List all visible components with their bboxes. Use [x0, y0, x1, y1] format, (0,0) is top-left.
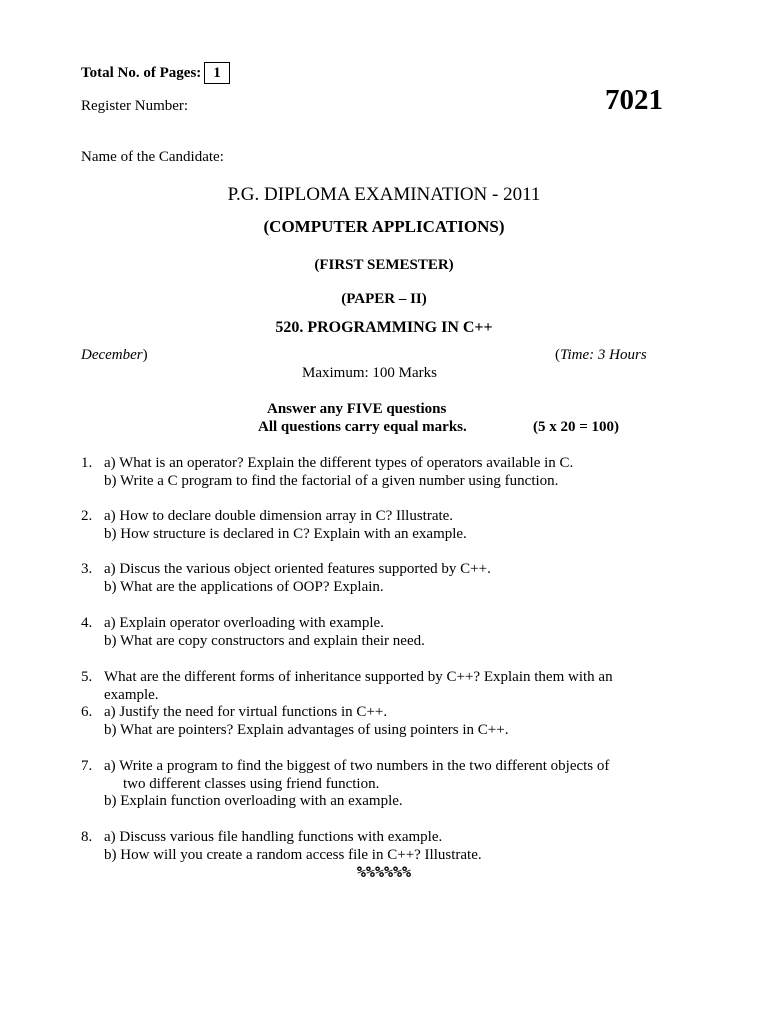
question-number: 4.: [81, 615, 93, 631]
question-number: 2.: [81, 508, 93, 524]
question-line: b) Write a C program to find the factorial of a given number using function.: [104, 473, 559, 489]
question-line: a) Write a program to find the biggest of two numbers in the two different objects of: [104, 758, 610, 774]
question-line: b) What are copy constructors and explain their need.: [104, 633, 425, 649]
month-close: ): [142, 347, 148, 363]
subject-title: 520. PROGRAMMING IN C++: [275, 319, 493, 336]
question-line: b) How will you create a random access file in C++? Illustrate.: [104, 847, 482, 863]
paper-number: (PAPER – II): [341, 291, 427, 307]
question-line: b) Explain function overloading with an example.: [104, 793, 403, 809]
total-pages-line: [81, 62, 230, 84]
question-line: two different classes using friend function.: [123, 776, 380, 792]
max-marks: Maximum: 100 Marks: [302, 365, 437, 381]
question-line: a) Discuss various file handling functions with example.: [104, 829, 443, 845]
question-line: b) How structure is declared in C? Explain with an example.: [104, 526, 467, 542]
register-number-label: Register Number:: [81, 98, 189, 114]
paper-code: 7021: [605, 84, 663, 116]
time-text: Time: 3 Hours: [560, 347, 647, 363]
question-number: 7.: [81, 758, 93, 774]
question-line: a) Discus the various object oriented features supported by C++.: [104, 561, 491, 577]
question-number: 5.: [81, 669, 93, 685]
instruction-answer-five: Answer any FIVE questions: [267, 401, 447, 417]
question-number: 6.: [81, 704, 93, 720]
instruction-equal-marks: All questions carry equal marks.: [258, 419, 467, 435]
exam-time: [555, 346, 647, 364]
candidate-name-label: Name of the Candidate:: [81, 149, 224, 165]
month-word: December: [81, 347, 143, 363]
semester: (FIRST SEMESTER): [314, 257, 454, 273]
question-number: 1.: [81, 455, 93, 471]
total-pages-label: Total No. of Pages:: [81, 65, 202, 81]
question-line: b) What are the applications of OOP? Explain.: [104, 579, 384, 595]
exam-title: P.G. DIPLOMA EXAMINATION - 2011: [227, 184, 541, 205]
exam-month: [81, 346, 148, 364]
marks-formula: (5 x 20 = 100): [533, 419, 620, 435]
time-open: (: [555, 347, 560, 363]
question-line: a) Explain operator overloading with example.: [104, 615, 384, 631]
question-line: example.: [104, 687, 159, 703]
exam-subtitle: (COMPUTER APPLICATIONS): [263, 217, 505, 236]
question-line: a) What is an operator? Explain the different types of operators available in C.: [104, 455, 574, 471]
question-line: What are the different forms of inheritance supported by C++? Explain them with an: [104, 669, 613, 685]
question-line: a) How to declare double dimension array in C? Illustrate.: [104, 508, 454, 524]
question-number: 3.: [81, 561, 93, 577]
total-pages-value: 1: [204, 62, 230, 84]
end-of-paper-mark: %%%%%%: [356, 863, 412, 881]
question-line: a) Justify the need for virtual functions in C++.: [104, 704, 388, 720]
question-number: 8.: [81, 829, 93, 845]
question-line: b) What are pointers? Explain advantages of using pointers in C++.: [104, 722, 509, 738]
